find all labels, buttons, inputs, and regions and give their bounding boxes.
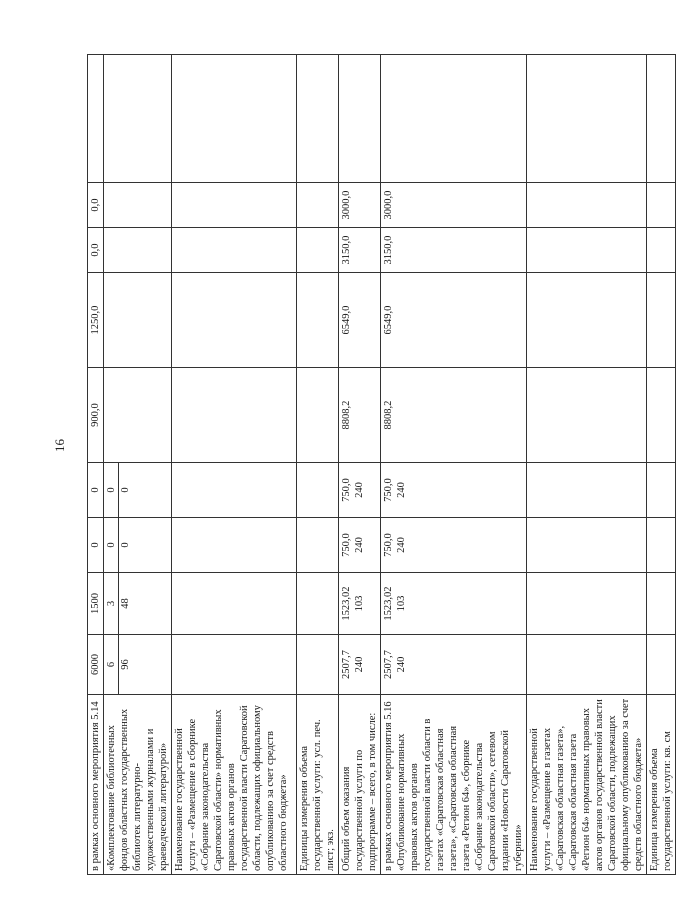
cell: 1250,0	[88, 273, 104, 368]
cell-value: 1523,02	[341, 586, 352, 621]
cell-value: 240	[396, 537, 407, 553]
cell: 900,0	[88, 368, 104, 463]
cell-value: 750,0	[341, 533, 352, 557]
cell-empty	[647, 463, 676, 518]
cell: 0	[88, 463, 104, 518]
cell-empty	[172, 55, 297, 183]
table-row	[104, 55, 172, 875]
cell: 6549,0	[339, 273, 381, 368]
indicators-table	[87, 54, 676, 875]
cell: 8808,2	[381, 368, 527, 463]
cell-empty	[104, 183, 172, 228]
cell-empty	[172, 463, 297, 518]
row-label: Единицы измерения объема государственной услуги: усл. печ. лист; экз.	[297, 695, 339, 875]
cell-value: 750,0	[383, 533, 394, 557]
cell-empty	[104, 273, 172, 368]
cell-value: 750,0	[341, 478, 352, 502]
cell-value: 48	[118, 573, 132, 634]
cell-value: 0	[118, 463, 132, 517]
cell-empty	[297, 573, 339, 635]
cell-value: 240	[354, 482, 365, 498]
cell-empty	[647, 55, 676, 183]
cell-empty	[527, 635, 647, 695]
table-row	[527, 55, 647, 875]
cell-empty	[297, 55, 339, 183]
row-label: Наименование государственной услуги – «Размещение в сборнике «Собрание законодательства Саратовской области» нормативных правовых актов органов государственной власти Саратовской области, подлежащих официальному опубликованию за счет средств областного бюджета»	[172, 695, 297, 875]
cell: 8808,2	[339, 368, 381, 463]
cell: 0,0	[88, 228, 104, 273]
cell: 3000,0	[339, 183, 381, 228]
cell-value: 240	[354, 537, 365, 553]
cell-value: 0	[106, 542, 117, 548]
cell-empty	[647, 368, 676, 463]
cell-value: 240	[396, 656, 407, 673]
cell-empty	[297, 635, 339, 695]
cell-empty	[172, 183, 297, 228]
cell-empty	[527, 463, 647, 518]
cell-empty	[647, 228, 676, 273]
table-row	[172, 55, 297, 875]
cell	[381, 635, 527, 695]
table-row	[381, 55, 527, 875]
row-label: Единица измерения объема государственной услуги: кв. см	[647, 695, 676, 875]
row-label: в рамках основного мероприятия 5.14	[88, 695, 104, 875]
cell-value: 1523,02	[383, 586, 394, 621]
cell-empty	[172, 573, 297, 635]
cell-empty	[104, 228, 172, 273]
cell-empty	[88, 55, 104, 183]
page-number: 16	[52, 439, 67, 452]
cell-empty	[172, 635, 297, 695]
cell	[381, 463, 527, 518]
cell-value: 103	[354, 595, 365, 612]
cell-empty	[381, 55, 527, 183]
cell: 0	[88, 518, 104, 573]
cell: 6549,0	[381, 273, 527, 368]
cell: 3150,0	[381, 228, 527, 273]
cell-empty	[527, 368, 647, 463]
cell-empty	[527, 228, 647, 273]
table-row	[88, 55, 104, 875]
cell-value: 750,0	[383, 478, 394, 502]
cell-empty	[527, 518, 647, 573]
cell	[104, 518, 172, 573]
row-label: Общий объем оказания государственной услуги по подпрограмме – всего, в том числе:	[339, 695, 381, 875]
cell-empty	[339, 55, 381, 183]
row-label: Наименование государственной услуги – «Размещение в газетах «Саратовская областная газета», «Саратовская областная газета «Регион 64» нормативных правовых актов органов государственной власти Саратовской области, подлежащих официальному опубликованию за счет средств областного бюджета»	[527, 695, 647, 875]
cell	[104, 635, 172, 695]
cell-value: 3	[106, 600, 117, 607]
cell-empty	[647, 273, 676, 368]
cell-empty	[104, 368, 172, 463]
table-row	[647, 55, 676, 875]
row-label: «Комплектование библиотечных фондов областных государственных библиотек литературно-художественными журналами и краеведческой литературой»	[104, 695, 172, 875]
table-row	[339, 55, 381, 875]
cell-empty	[172, 273, 297, 368]
rotated-table-page	[87, 55, 673, 875]
cell-empty	[297, 518, 339, 573]
cell-empty	[172, 368, 297, 463]
cell-empty	[647, 183, 676, 228]
cell-empty	[647, 573, 676, 635]
cell: 0,0	[88, 183, 104, 228]
cell-value: 0	[118, 518, 132, 572]
row-label: в рамках основного мероприятия 5.16 «Опубликование нормативных правовых актов органов государственной власти области в газетах «Саратовская областная газета», «Саратовская областная газета «Регион 64», сборнике «Собрание законодательства Саратовской области», сетевом издании «Новости Саратовской губернии»	[381, 695, 527, 875]
cell-empty	[527, 273, 647, 368]
cell-empty	[172, 518, 297, 573]
cell-empty	[297, 463, 339, 518]
cell-value: 240	[354, 656, 365, 673]
cell	[381, 573, 527, 635]
cell: 6000	[88, 635, 104, 695]
cell-empty	[647, 518, 676, 573]
cell	[104, 463, 172, 518]
cell: 3000,0	[381, 183, 527, 228]
cell-empty	[172, 228, 297, 273]
cell-value: 2507,7	[341, 650, 352, 679]
cell-empty	[297, 273, 339, 368]
table-row	[297, 55, 339, 875]
cell-value: 2507,7	[383, 650, 394, 679]
cell	[381, 518, 527, 573]
cell	[339, 518, 381, 573]
cell-value: 240	[396, 482, 407, 498]
cell-empty	[527, 55, 647, 183]
cell	[339, 635, 381, 695]
cell-empty	[297, 368, 339, 463]
cell-empty	[527, 573, 647, 635]
cell-value: 103	[396, 595, 407, 612]
cell	[339, 463, 381, 518]
cell	[339, 573, 381, 635]
cell-empty	[647, 635, 676, 695]
cell-empty	[297, 228, 339, 273]
cell: 3150,0	[339, 228, 381, 273]
cell-empty	[104, 55, 172, 183]
cell: 1500	[88, 573, 104, 635]
cell-value: 96	[118, 635, 132, 694]
cell-value: 0	[106, 487, 117, 493]
cell-empty	[297, 183, 339, 228]
cell	[104, 573, 172, 635]
cell-empty	[527, 183, 647, 228]
cell-value: 6	[106, 661, 117, 668]
